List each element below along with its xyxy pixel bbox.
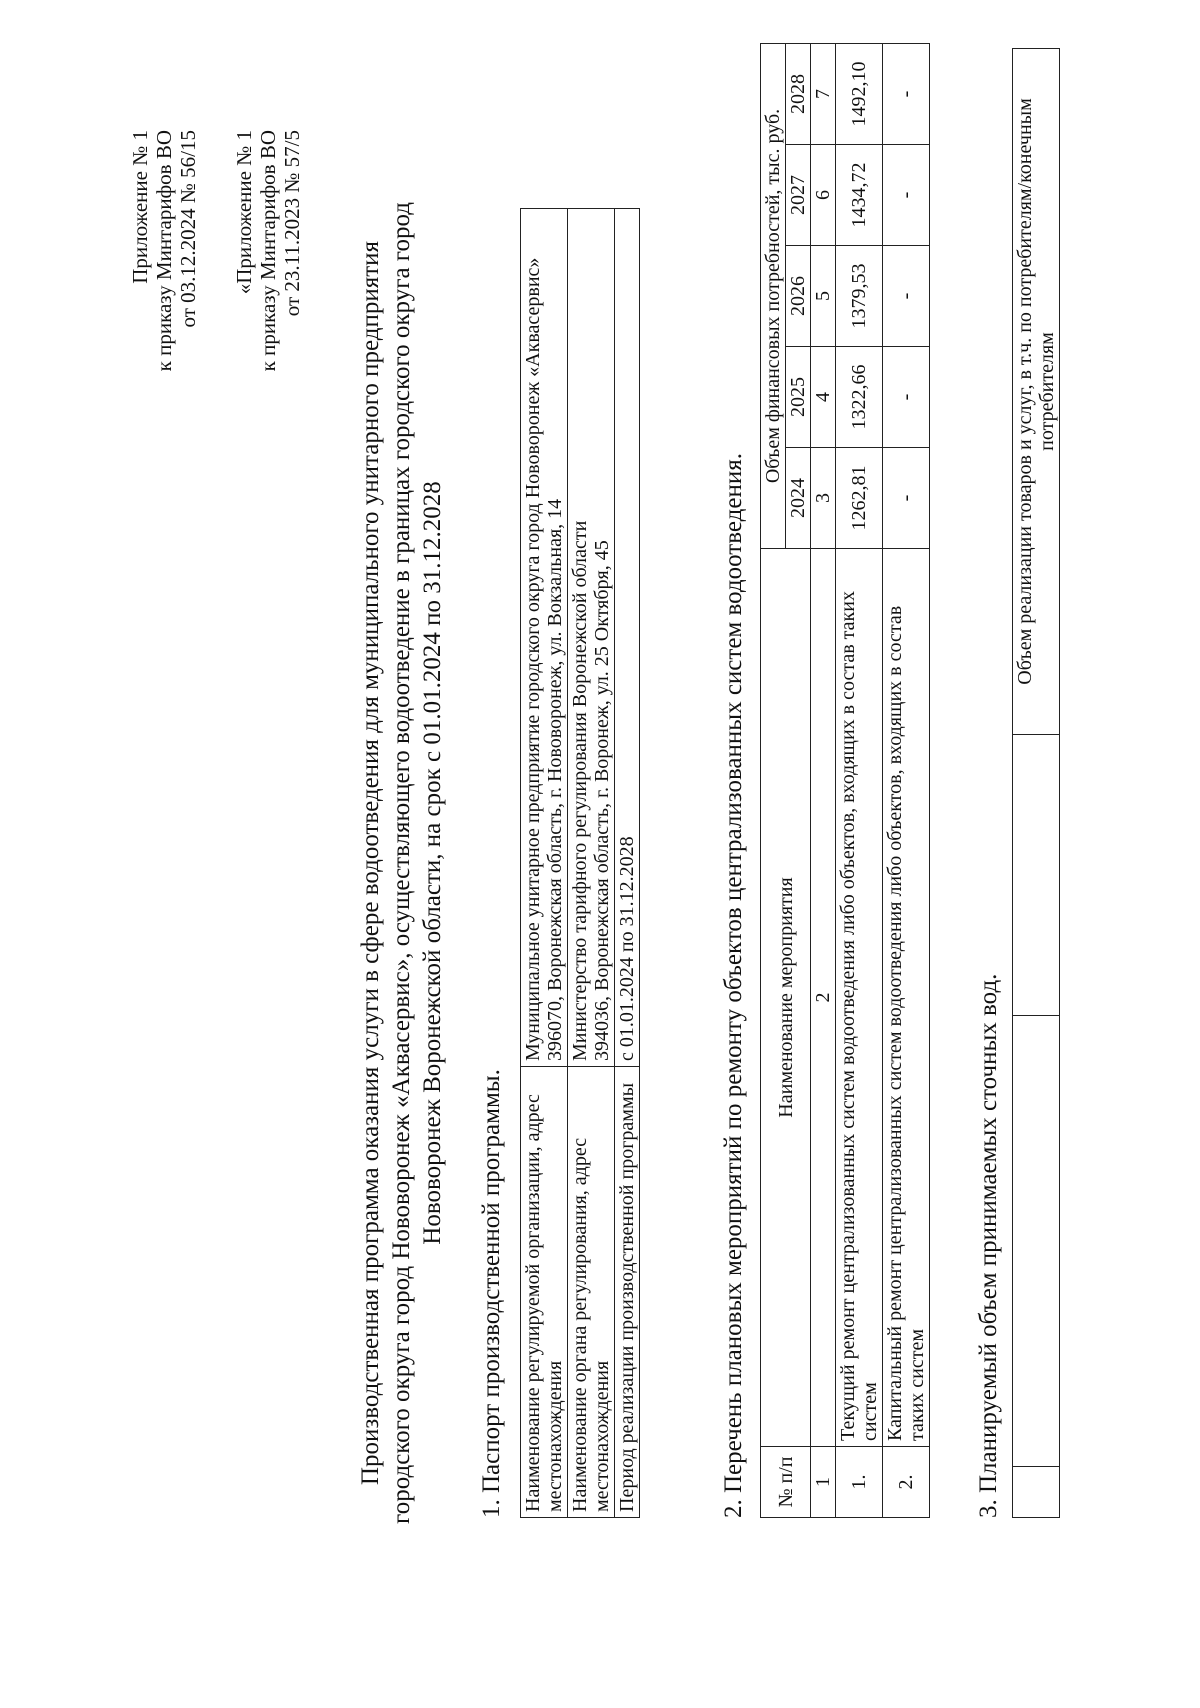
value-cell: 1262,81	[836, 448, 883, 549]
header-line: от 03.12.2024 № 56/15	[176, 130, 200, 328]
value-cell: -	[883, 347, 930, 448]
passport-value: с 01.01.2024 по 31.12.2028	[615, 209, 640, 1067]
value-line: Министерство тарифного регулирования Воронежской области	[569, 520, 591, 1061]
section-1-heading: 1. Паспорт производственной программы.	[478, 1069, 505, 1518]
header-line: от 23.11.2023 № 57/5	[280, 130, 304, 317]
passport-label: Период реализации производственной программы	[615, 1067, 640, 1518]
table-header-row	[1013, 49, 1060, 1518]
value-cell: -	[883, 448, 930, 549]
index-cell: 3	[811, 448, 836, 549]
document-title	[355, 78, 448, 1648]
col-volume-header: Объем финансовых потребностей, тыс. руб.	[761, 44, 786, 549]
value-cell: -	[883, 145, 930, 246]
row-number: 2.	[883, 1447, 930, 1518]
empty-cell	[1013, 735, 1060, 1016]
value-line: 394036, Воронежская область, г. Воронеж, ул. 25 Октября, 45	[591, 540, 613, 1061]
table-row	[521, 209, 568, 1518]
work-name: Текущий ремонт централизованных систем водоотведения либо объектов, входящих в состав таких систем	[836, 549, 883, 1447]
table-row	[568, 209, 615, 1518]
col-name-header: Наименование мероприятия	[761, 549, 811, 1447]
passport-label: Наименование регулируемой организации, адрес местонахождения	[521, 1067, 568, 1518]
index-cell: 5	[811, 246, 836, 347]
value-cell: 1492,10	[836, 44, 883, 145]
year-header: 2027	[786, 145, 811, 246]
year-header: 2028	[786, 44, 811, 145]
col-number-header: № п/п	[761, 1447, 811, 1518]
value-cell: 1434,72	[836, 145, 883, 246]
year-header: 2025	[786, 347, 811, 448]
table-row	[883, 44, 930, 1518]
value-cell: 1379,53	[836, 246, 883, 347]
header-line: «Приложение № 1	[232, 130, 256, 295]
empty-cell	[1013, 1467, 1060, 1518]
table-header-row	[761, 44, 786, 1518]
title-line: Нововоронеж Воронежской области, на срок с 01.01.2024 по 31.12.2028	[419, 481, 446, 1245]
header-line: к приказу Минтарифов ВО	[152, 130, 176, 372]
value-cell: -	[883, 44, 930, 145]
header-line: к приказу Минтарифов ВО	[256, 130, 280, 372]
header-line: Приложение № 1	[128, 130, 152, 284]
title-line: городского округа город Нововоронеж «Аквасервис», осуществляющего водоотведение в границах городского округа город	[388, 202, 415, 1524]
passport-value	[568, 209, 615, 1067]
year-header: 2024	[786, 448, 811, 549]
row-number: 1.	[836, 1447, 883, 1518]
index-cell: 6	[811, 145, 836, 246]
passport-value	[521, 209, 568, 1067]
year-header: 2026	[786, 246, 811, 347]
value-line: 396070, Воронежская область, г. Нововоронеж, ул. Вокзальная, 14	[544, 498, 566, 1061]
value-cell: -	[883, 246, 930, 347]
value-cell: 1322,66	[836, 347, 883, 448]
col-volume-header: Объем реализации товаров и услуг, в т.ч. по потребителям/конечным потребителям	[1013, 49, 1060, 735]
passport-label: Наименование органа регулирования, адрес местонахождения	[568, 1067, 615, 1518]
table-row	[615, 209, 640, 1518]
empty-cell	[1013, 1016, 1060, 1467]
title-line: Производственная программа оказания услуги в сфере водоотведения для муниципального унитарного предприятия	[357, 240, 384, 1486]
index-cell: 1	[811, 1447, 836, 1518]
appendix-header-previous	[232, 130, 304, 750]
index-cell: 7	[811, 44, 836, 145]
table-row	[836, 44, 883, 1518]
appendix-header-current	[128, 130, 200, 750]
index-cell: 4	[811, 347, 836, 448]
index-cell: 2	[811, 549, 836, 1447]
passport-table	[520, 208, 640, 1518]
table-index-row	[811, 44, 836, 1518]
wastewater-volume-table	[1012, 48, 1060, 1518]
value-line: Муниципальное унитарное предприятие городского округа город Нововоронеж «Аквасервис»	[522, 257, 544, 1061]
repair-works-table	[760, 43, 930, 1518]
work-name: Капитальный ремонт централизованных систем водоотведения либо объектов, входящих в состав таких систем	[883, 549, 930, 1447]
section-3-heading: 3. Планируемый объем принимаемых сточных вод.	[975, 973, 1002, 1518]
section-2-heading: 2. Перечень плановых мероприятий по ремонту объектов централизованных систем водоотведения.	[720, 453, 747, 1518]
